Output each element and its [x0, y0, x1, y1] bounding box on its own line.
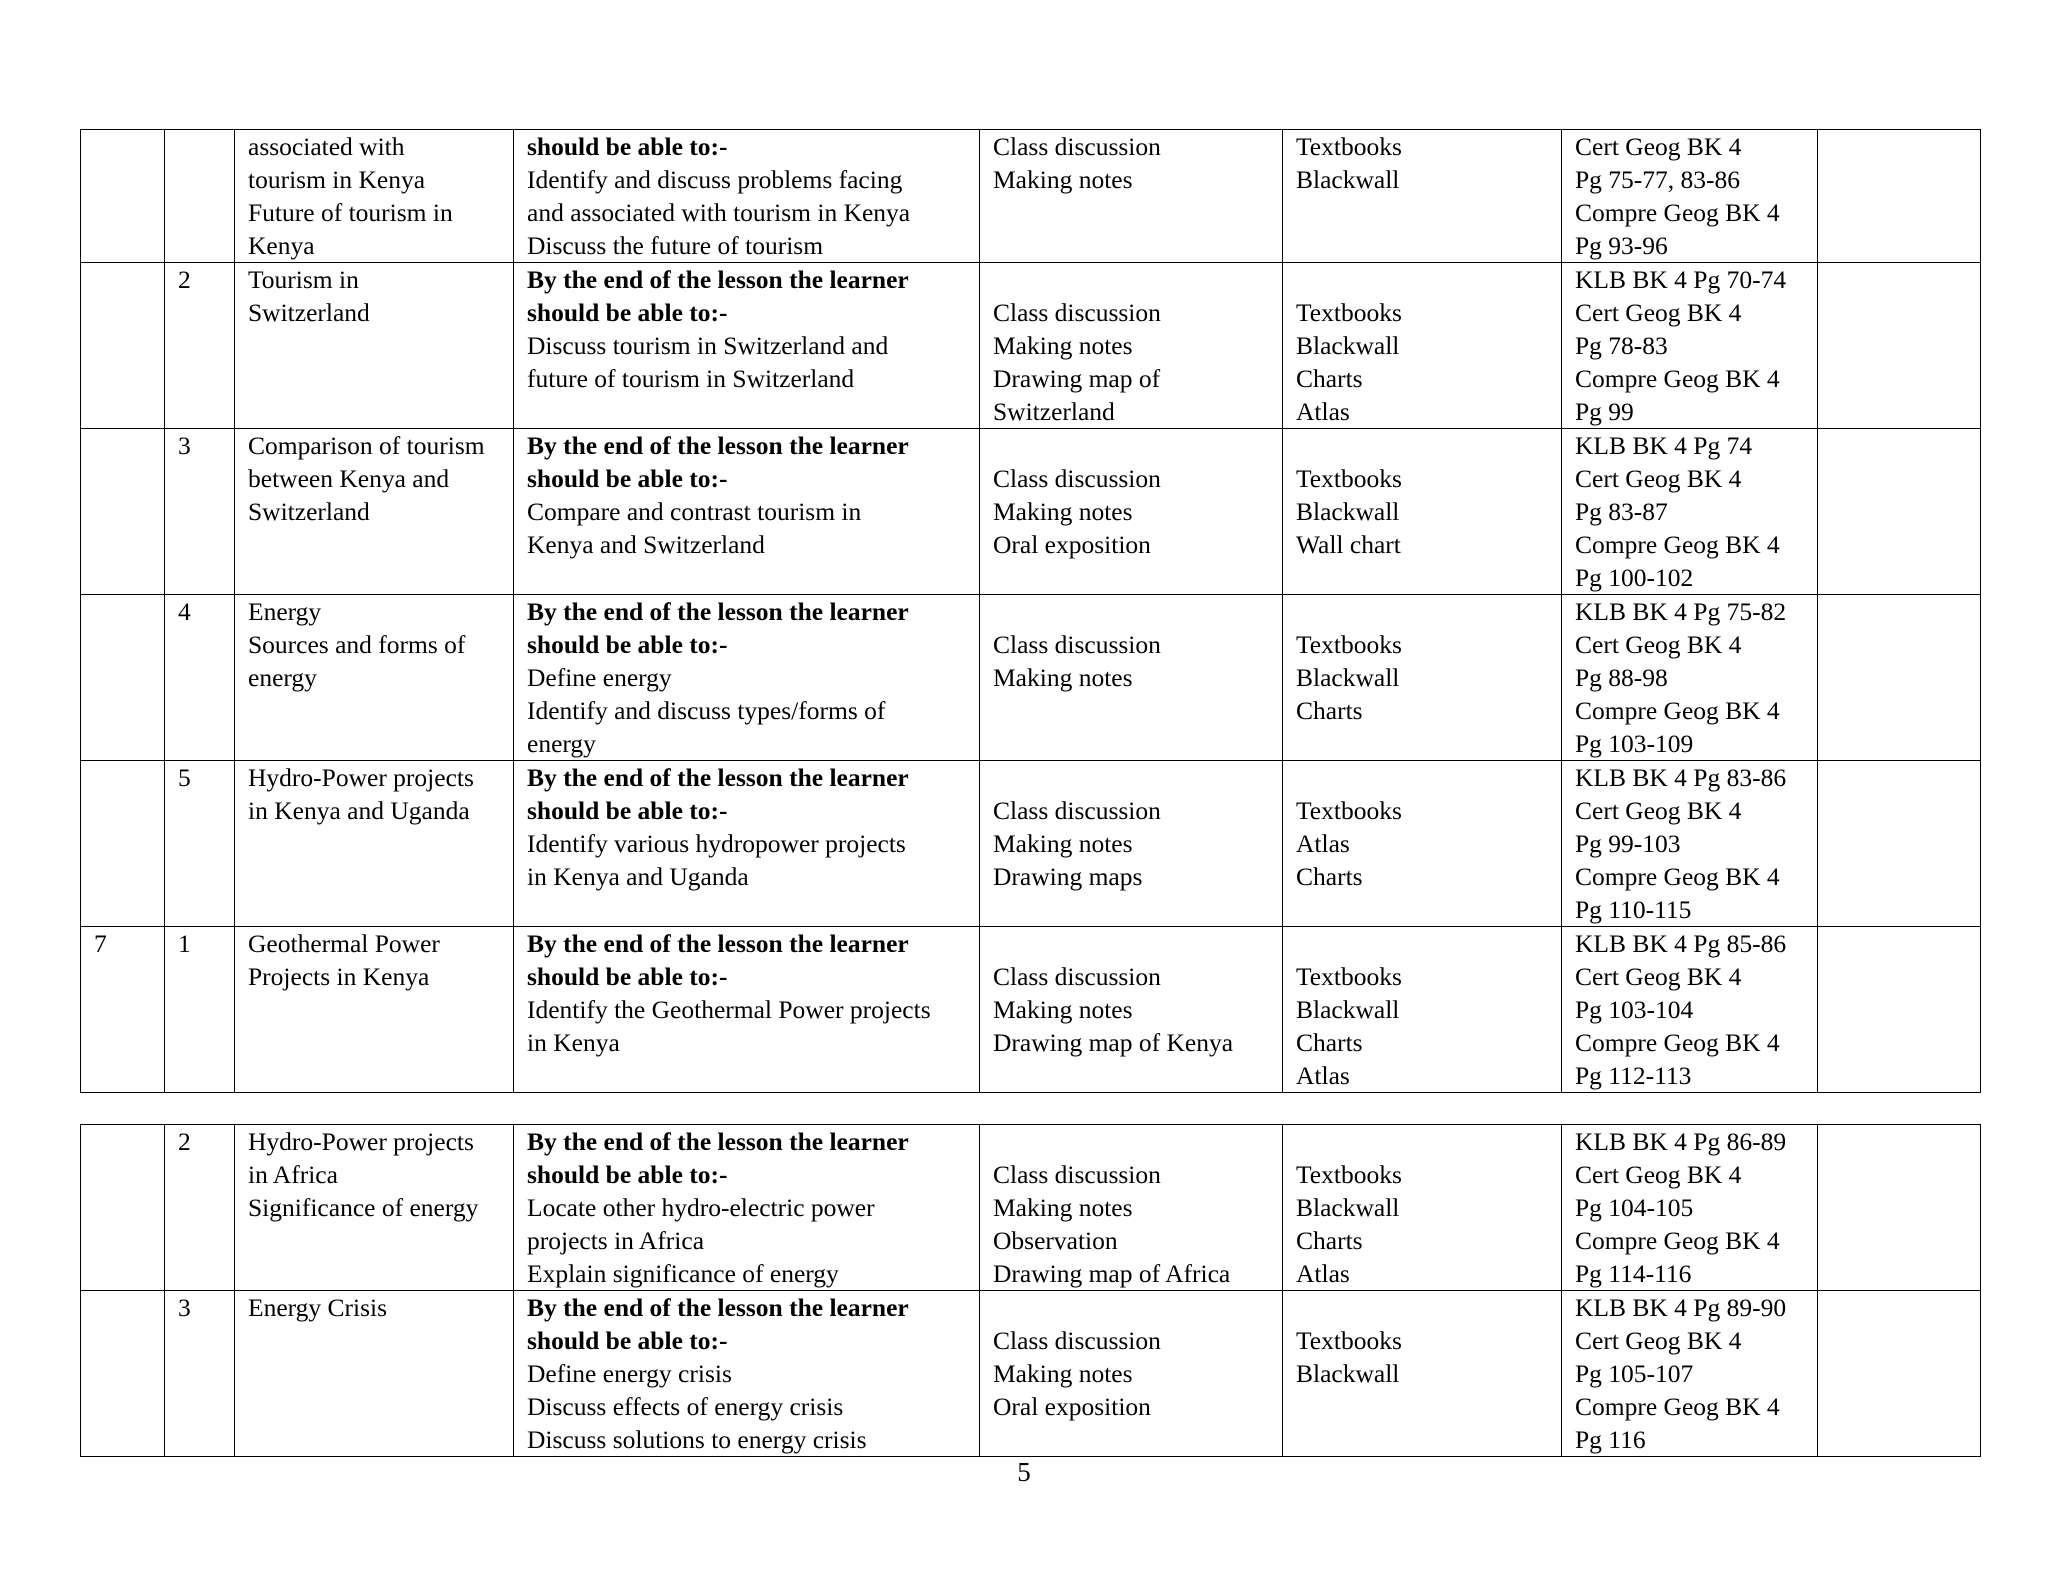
resource-line: Atlas: [1296, 1259, 1350, 1288]
reference-line: Pg 103-109: [1575, 729, 1694, 758]
lesson-number: [178, 130, 234, 163]
reference-line: Compre Geog BK 4: [1575, 862, 1780, 891]
objectives-heading-line: should be able to:-: [527, 796, 728, 825]
scheme-of-work-table: [80, 129, 1981, 1093]
objectives-heading-line: should be able to:-: [527, 464, 728, 493]
references-cell: [1562, 761, 1818, 927]
reference-line: Pg 88-98: [1575, 663, 1668, 692]
reference-line: Pg 99-103: [1575, 829, 1681, 858]
method-line: Oral exposition: [993, 1392, 1151, 1421]
resources-cell: [1283, 595, 1562, 761]
reference-line: Cert Geog BK 4: [1575, 132, 1742, 161]
lesson-cell: [165, 263, 235, 429]
objectives-heading-line: By the end of the lesson the learner: [527, 265, 909, 294]
reference-line: Pg 93-96: [1575, 231, 1668, 260]
objective-line: Define energy: [527, 663, 672, 692]
reference-line: Cert Geog BK 4: [1575, 962, 1742, 991]
objective-line: Identify and discuss types/forms of: [527, 696, 886, 725]
resource-line: Textbooks: [1296, 298, 1402, 327]
reference-line: Compre Geog BK 4: [1575, 1028, 1780, 1057]
lesson-number: 3: [178, 1293, 191, 1322]
scheme-of-work-table-continued: [80, 1124, 1981, 1457]
references-cell: [1562, 1125, 1818, 1291]
lesson-cell: [165, 927, 235, 1093]
topic-line: tourism in Kenya: [248, 165, 426, 194]
topic-line: Switzerland: [248, 298, 370, 327]
methods-cell: [980, 761, 1283, 927]
resources-cell: [1283, 761, 1562, 927]
resources-cell: [1283, 927, 1562, 1093]
resource-line: Textbooks: [1296, 796, 1402, 825]
objective-line: Discuss solutions to energy crisis: [527, 1425, 867, 1454]
topic-cell: [235, 761, 514, 927]
week-number: [94, 1125, 164, 1158]
lesson-cell: [165, 761, 235, 927]
resource-line: Wall chart: [1296, 530, 1401, 559]
method-line: Making notes: [993, 497, 1133, 526]
objective-line: future of tourism in Switzerland: [527, 364, 855, 393]
method-line: Class discussion: [993, 1326, 1161, 1355]
topic-line: Tourism in: [248, 265, 359, 294]
objectives-heading-line: By the end of the lesson the learner: [527, 597, 909, 626]
objective-line: Kenya and Switzerland: [527, 530, 765, 559]
table-body: [81, 130, 1981, 1093]
method-line: Drawing map of: [993, 364, 1161, 393]
week-number: [94, 263, 164, 296]
topic-line: associated with: [248, 132, 405, 161]
method-line: Making notes: [993, 995, 1133, 1024]
remarks-text: [1831, 595, 1980, 628]
lesson-number: 1: [178, 929, 191, 958]
resource-line: Textbooks: [1296, 1326, 1402, 1355]
week-number: [94, 761, 164, 794]
reference-line: KLB BK 4 Pg 75-82: [1575, 597, 1787, 626]
resource-line: Textbooks: [1296, 962, 1402, 991]
table-row: [81, 761, 1981, 927]
objective-line: projects in Africa: [527, 1226, 705, 1255]
topic-line: Significance of energy: [248, 1193, 479, 1222]
topic-line: Energy: [248, 597, 322, 626]
resource-line: Blackwall: [1296, 1359, 1400, 1388]
resource-line: Textbooks: [1296, 1160, 1402, 1189]
objective-line: Locate other hydro-electric power: [527, 1193, 875, 1222]
week-number: 7: [94, 929, 107, 958]
objectives-heading-line: should be able to:-: [527, 630, 728, 659]
method-line: Drawing map of Kenya: [993, 1028, 1234, 1057]
method-line: Observation: [993, 1226, 1118, 1255]
remarks-text: [1831, 927, 1980, 960]
week-cell: [81, 761, 165, 927]
reference-line: Pg 78-83: [1575, 331, 1668, 360]
week-number: [94, 595, 164, 628]
table-row: [81, 595, 1981, 761]
lesson-number: 2: [178, 1127, 191, 1156]
reference-line: KLB BK 4 Pg 83-86: [1575, 763, 1787, 792]
week-number: [94, 130, 164, 163]
topic-line: Hydro-Power projects: [248, 763, 474, 792]
resource-line: Textbooks: [1296, 132, 1402, 161]
methods-cell: [980, 1291, 1283, 1457]
topic-line: Kenya: [248, 231, 315, 260]
method-line: Class discussion: [993, 464, 1161, 493]
lesson-number: 5: [178, 763, 191, 792]
method-line: Making notes: [993, 165, 1133, 194]
reference-line: Cert Geog BK 4: [1575, 1326, 1742, 1355]
week-cell: [81, 595, 165, 761]
resources-cell: [1283, 130, 1562, 263]
method-line: Making notes: [993, 331, 1133, 360]
reference-line: Pg 83-87: [1575, 497, 1668, 526]
reference-line: Pg 103-104: [1575, 995, 1694, 1024]
objective-line: Identify various hydropower projects: [527, 829, 906, 858]
week-cell: [81, 429, 165, 595]
lesson-cell: [165, 1125, 235, 1291]
reference-line: Compre Geog BK 4: [1575, 364, 1780, 393]
objectives-heading-line: By the end of the lesson the learner: [527, 431, 909, 460]
method-line: Making notes: [993, 1193, 1133, 1222]
reference-line: Pg 104-105: [1575, 1193, 1694, 1222]
remarks-text: [1831, 263, 1980, 296]
reference-line: Cert Geog BK 4: [1575, 1160, 1742, 1189]
method-line: Class discussion: [993, 298, 1161, 327]
objectives-heading-line: should be able to:-: [527, 962, 728, 991]
reference-line: Pg 110-115: [1575, 895, 1692, 924]
references-cell: [1562, 130, 1818, 263]
resource-line: Blackwall: [1296, 663, 1400, 692]
week-cell: [81, 1291, 165, 1457]
references-cell: [1562, 1291, 1818, 1457]
reference-line: Compre Geog BK 4: [1575, 198, 1780, 227]
resources-cell: [1283, 1125, 1562, 1291]
reference-line: Pg 112-113: [1575, 1061, 1692, 1090]
resource-line: Charts: [1296, 862, 1363, 891]
methods-cell: [980, 595, 1283, 761]
reference-line: Pg 114-116: [1575, 1259, 1692, 1288]
objective-line: Define energy crisis: [527, 1359, 732, 1388]
objective-line: Discuss tourism in Switzerland and: [527, 331, 889, 360]
objective-line: Compare and contrast tourism in: [527, 497, 862, 526]
references-cell: [1562, 429, 1818, 595]
table-row: [81, 927, 1981, 1093]
remarks-cell: [1818, 429, 1981, 595]
reference-line: Cert Geog BK 4: [1575, 630, 1742, 659]
reference-line: Pg 100-102: [1575, 563, 1694, 592]
reference-line: Pg 116: [1575, 1425, 1646, 1454]
topic-line: Energy Crisis: [248, 1293, 388, 1322]
table-row: [81, 130, 1981, 263]
remarks-cell: [1818, 1291, 1981, 1457]
topic-line: Projects in Kenya: [248, 962, 430, 991]
remarks-cell: [1818, 927, 1981, 1093]
remarks-text: [1831, 1291, 1980, 1324]
resource-line: Charts: [1296, 364, 1363, 393]
method-line: Making notes: [993, 829, 1133, 858]
objectives-cell: [514, 130, 980, 263]
reference-line: Compre Geog BK 4: [1575, 530, 1780, 559]
objective-line: Identify the Geothermal Power projects: [527, 995, 931, 1024]
reference-line: Compre Geog BK 4: [1575, 696, 1780, 725]
references-cell: [1562, 263, 1818, 429]
table-body: [81, 1125, 1981, 1457]
topic-cell: [235, 595, 514, 761]
remarks-text: [1831, 130, 1980, 163]
remarks-cell: [1818, 761, 1981, 927]
resource-line: Atlas: [1296, 397, 1350, 426]
resource-line: Charts: [1296, 1226, 1363, 1255]
table-row: [81, 429, 1981, 595]
page-number: 5: [1017, 1457, 1031, 1487]
reference-line: KLB BK 4 Pg 74: [1575, 431, 1753, 460]
lesson-cell: [165, 130, 235, 263]
resource-line: Blackwall: [1296, 331, 1400, 360]
methods-cell: [980, 263, 1283, 429]
resource-line: Textbooks: [1296, 630, 1402, 659]
lesson-number: 3: [178, 431, 191, 460]
week-number: [94, 1291, 164, 1324]
resource-line: Blackwall: [1296, 165, 1400, 194]
remarks-text: [1831, 1125, 1980, 1158]
table-row: [81, 263, 1981, 429]
topic-cell: [235, 927, 514, 1093]
topic-cell: [235, 1291, 514, 1457]
week-number: [94, 429, 164, 462]
methods-cell: [980, 1125, 1283, 1291]
week-cell: [81, 927, 165, 1093]
methods-cell: [980, 927, 1283, 1093]
topic-cell: [235, 263, 514, 429]
remarks-cell: [1818, 1125, 1981, 1291]
week-cell: [81, 1125, 165, 1291]
resource-line: Blackwall: [1296, 995, 1400, 1024]
reference-line: Compre Geog BK 4: [1575, 1392, 1780, 1421]
methods-cell: [980, 429, 1283, 595]
objectives-heading-line: By the end of the lesson the learner: [527, 929, 909, 958]
reference-line: Cert Geog BK 4: [1575, 796, 1742, 825]
reference-line: KLB BK 4 Pg 86-89: [1575, 1127, 1787, 1156]
resource-line: Textbooks: [1296, 464, 1402, 493]
topic-cell: [235, 1125, 514, 1291]
resource-line: Atlas: [1296, 829, 1350, 858]
remarks-cell: [1818, 130, 1981, 263]
resource-line: Charts: [1296, 696, 1363, 725]
topic-line: Switzerland: [248, 497, 370, 526]
lesson-cell: [165, 595, 235, 761]
reference-line: KLB BK 4 Pg 89-90: [1575, 1293, 1787, 1322]
objectives-cell: [514, 595, 980, 761]
lesson-cell: [165, 1291, 235, 1457]
topic-line: energy: [248, 663, 317, 692]
objectives-cell: [514, 1125, 980, 1291]
objective-line: and associated with tourism in Kenya: [527, 198, 911, 227]
objectives-cell: [514, 927, 980, 1093]
topic-line: Hydro-Power projects: [248, 1127, 474, 1156]
reference-line: Cert Geog BK 4: [1575, 464, 1742, 493]
resource-line: Blackwall: [1296, 1193, 1400, 1222]
objectives-cell: [514, 263, 980, 429]
method-line: Class discussion: [993, 1160, 1161, 1189]
objectives-heading-line: By the end of the lesson the learner: [527, 763, 909, 792]
reference-line: Cert Geog BK 4: [1575, 298, 1742, 327]
method-line: Making notes: [993, 663, 1133, 692]
methods-cell: [980, 130, 1283, 263]
remarks-text: [1831, 761, 1980, 794]
remarks-cell: [1818, 263, 1981, 429]
objective-line: in Kenya: [527, 1028, 620, 1057]
topic-cell: [235, 130, 514, 263]
references-cell: [1562, 595, 1818, 761]
resource-line: Charts: [1296, 1028, 1363, 1057]
objectives-heading-line: By the end of the lesson the learner: [527, 1127, 909, 1156]
resource-line: Atlas: [1296, 1061, 1350, 1090]
objectives-heading-line: should be able to:-: [527, 298, 728, 327]
reference-line: Pg 99: [1575, 397, 1634, 426]
objective-line: Explain significance of energy: [527, 1259, 839, 1288]
topic-line: in Kenya and Uganda: [248, 796, 470, 825]
objectives-heading-line: should be able to:-: [527, 132, 728, 161]
lesson-number: 2: [178, 265, 191, 294]
resources-cell: [1283, 263, 1562, 429]
method-line: Class discussion: [993, 132, 1161, 161]
objectives-heading-line: should be able to:-: [527, 1326, 728, 1355]
objectives-cell: [514, 761, 980, 927]
lesson-number: 4: [178, 597, 191, 626]
table-row: [81, 1125, 1981, 1291]
method-line: Class discussion: [993, 796, 1161, 825]
reference-line: Pg 105-107: [1575, 1359, 1694, 1388]
method-line: Class discussion: [993, 962, 1161, 991]
topic-cell: [235, 429, 514, 595]
objective-line: Identify and discuss problems facing: [527, 165, 903, 194]
reference-line: KLB BK 4 Pg 70-74: [1575, 265, 1787, 294]
method-line: Drawing map of Africa: [993, 1259, 1231, 1288]
method-line: Making notes: [993, 1359, 1133, 1388]
objective-line: Discuss the future of tourism: [527, 231, 824, 260]
resources-cell: [1283, 429, 1562, 595]
lesson-cell: [165, 429, 235, 595]
objective-line: in Kenya and Uganda: [527, 862, 749, 891]
topic-line: Sources and forms of: [248, 630, 466, 659]
topic-line: in Africa: [248, 1160, 338, 1189]
week-cell: [81, 263, 165, 429]
resource-line: Blackwall: [1296, 497, 1400, 526]
remarks-text: [1831, 429, 1980, 462]
objective-line: Discuss effects of energy crisis: [527, 1392, 844, 1421]
method-line: Switzerland: [993, 397, 1115, 426]
objectives-heading-line: By the end of the lesson the learner: [527, 1293, 909, 1322]
remarks-cell: [1818, 595, 1981, 761]
objectives-cell: [514, 1291, 980, 1457]
reference-line: Pg 75-77, 83-86: [1575, 165, 1741, 194]
topic-line: Comparison of tourism: [248, 431, 485, 460]
objective-line: energy: [527, 729, 596, 758]
method-line: Oral exposition: [993, 530, 1151, 559]
topic-line: Geothermal Power: [248, 929, 440, 958]
topic-line: between Kenya and: [248, 464, 450, 493]
topic-line: Future of tourism in: [248, 198, 453, 227]
reference-line: Compre Geog BK 4: [1575, 1226, 1780, 1255]
objectives-cell: [514, 429, 980, 595]
week-cell: [81, 130, 165, 263]
table-row: [81, 1291, 1981, 1457]
resources-cell: [1283, 1291, 1562, 1457]
references-cell: [1562, 927, 1818, 1093]
method-line: Class discussion: [993, 630, 1161, 659]
method-line: Drawing maps: [993, 862, 1143, 891]
objectives-heading-line: should be able to:-: [527, 1160, 728, 1189]
reference-line: KLB BK 4 Pg 85-86: [1575, 929, 1787, 958]
